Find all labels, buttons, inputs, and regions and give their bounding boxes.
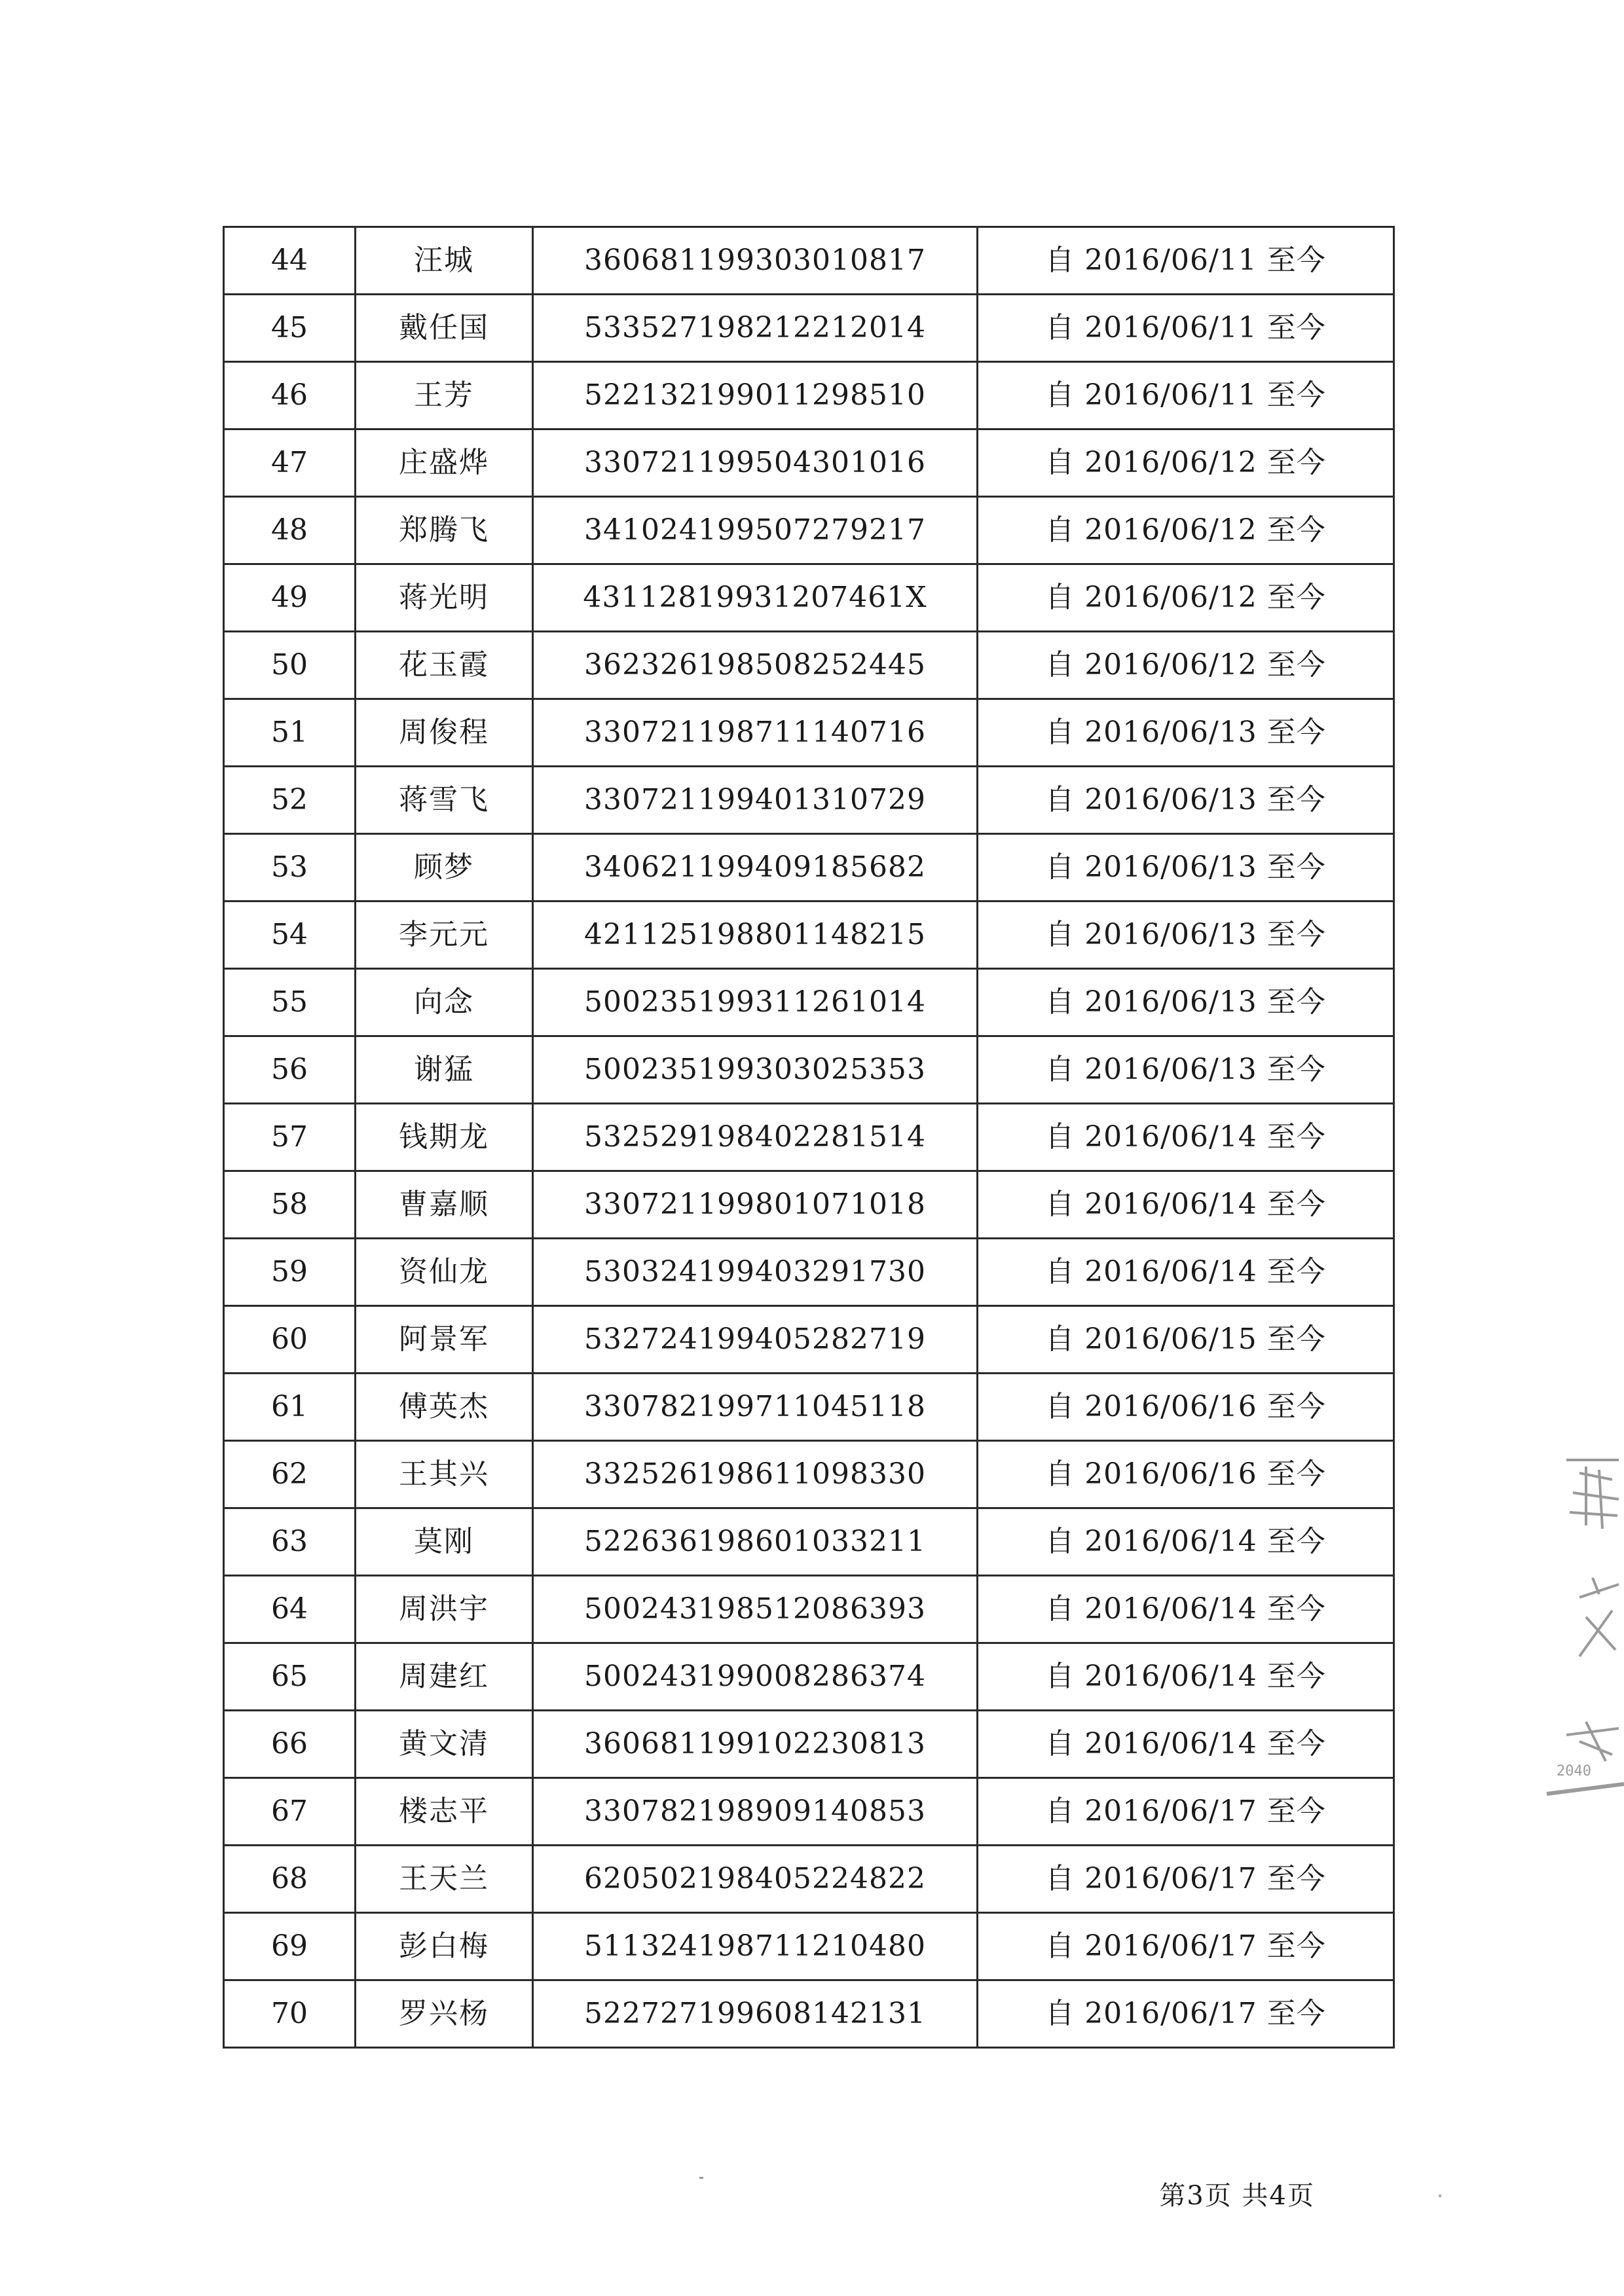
person-name: 王芳: [356, 362, 533, 429]
personnel-table: [223, 226, 1395, 2049]
table-row: [224, 699, 1394, 767]
row-number: 65: [224, 1643, 356, 1711]
person-name: 顾梦: [356, 834, 533, 902]
table-row: [224, 1846, 1394, 1913]
table-body: [224, 227, 1394, 2048]
id-number: 330721199401310729: [533, 767, 978, 834]
table-row: [224, 1306, 1394, 1374]
employment-period: 自 2016/06/17 至今: [978, 1846, 1394, 1913]
table-row: [224, 227, 1394, 295]
partial-seal-stamp: [1540, 1453, 1624, 1807]
row-number: 50: [224, 632, 356, 699]
row-number: 61: [224, 1374, 356, 1441]
row-number: 63: [224, 1508, 356, 1576]
id-number: 532724199405282719: [533, 1306, 978, 1374]
employment-period: 自 2016/06/17 至今: [978, 1913, 1394, 1980]
employment-period: 自 2016/06/14 至今: [978, 1239, 1394, 1306]
table-row: [224, 834, 1394, 902]
employment-period: 自 2016/06/14 至今: [978, 1508, 1394, 1576]
person-name: 周俊程: [356, 699, 533, 767]
person-name: 周建红: [356, 1643, 533, 1711]
person-name: 彭白梅: [356, 1913, 533, 1980]
employment-period: 自 2016/06/12 至今: [978, 497, 1394, 564]
id-number: 500235199303025353: [533, 1036, 978, 1104]
person-name: 庄盛烨: [356, 429, 533, 497]
row-number: 47: [224, 429, 356, 497]
row-number: 70: [224, 1980, 356, 2048]
person-name: 王其兴: [356, 1441, 533, 1508]
id-number: 500243199008286374: [533, 1643, 978, 1711]
employment-period: 自 2016/06/14 至今: [978, 1104, 1394, 1171]
employment-period: 自 2016/06/12 至今: [978, 632, 1394, 699]
employment-period: 自 2016/06/13 至今: [978, 834, 1394, 902]
row-number: 66: [224, 1711, 356, 1778]
person-name: 曹嘉顺: [356, 1171, 533, 1239]
row-number: 51: [224, 699, 356, 767]
employment-period: 自 2016/06/17 至今: [978, 1778, 1394, 1846]
id-number: 341024199507279217: [533, 497, 978, 564]
employment-period: 自 2016/06/17 至今: [978, 1980, 1394, 2048]
table-row: [224, 1104, 1394, 1171]
id-number: 43112819931207461X: [533, 564, 978, 632]
id-number: 530324199403291730: [533, 1239, 978, 1306]
id-number: 421125198801148215: [533, 902, 978, 969]
person-name: 周洪宇: [356, 1576, 533, 1643]
id-number: 330782198909140853: [533, 1778, 978, 1846]
table-row: [224, 295, 1394, 362]
employment-period: 自 2016/06/14 至今: [978, 1711, 1394, 1778]
row-number: 60: [224, 1306, 356, 1374]
row-number: 69: [224, 1913, 356, 1980]
employment-period: 自 2016/06/13 至今: [978, 1036, 1394, 1104]
employment-period: 自 2016/06/16 至今: [978, 1441, 1394, 1508]
row-number: 53: [224, 834, 356, 902]
table-row: [224, 362, 1394, 429]
employment-period: 自 2016/06/13 至今: [978, 767, 1394, 834]
id-number: 330782199711045118: [533, 1374, 978, 1441]
row-number: 67: [224, 1778, 356, 1846]
table-row: [224, 1441, 1394, 1508]
id-number: 500243198512086393: [533, 1576, 978, 1643]
person-name: 戴任国: [356, 295, 533, 362]
id-number: 340621199409185682: [533, 834, 978, 902]
table-row: [224, 1171, 1394, 1239]
employment-period: 自 2016/06/11 至今: [978, 227, 1394, 295]
employment-period: 自 2016/06/13 至今: [978, 699, 1394, 767]
person-name: 蒋雪飞: [356, 767, 533, 834]
row-number: 49: [224, 564, 356, 632]
table-row: [224, 564, 1394, 632]
row-number: 48: [224, 497, 356, 564]
id-number: 332526198611098330: [533, 1441, 978, 1508]
id-number: 360681199303010817: [533, 227, 978, 295]
row-number: 68: [224, 1846, 356, 1913]
person-name: 汪城: [356, 227, 533, 295]
employment-period: 自 2016/06/11 至今: [978, 295, 1394, 362]
row-number: 57: [224, 1104, 356, 1171]
table-row: [224, 1239, 1394, 1306]
id-number: 533527198212212014: [533, 295, 978, 362]
id-number: 511324198711210480: [533, 1913, 978, 1980]
table-row: [224, 1913, 1394, 1980]
table-row: [224, 1778, 1394, 1846]
person-name: 谢猛: [356, 1036, 533, 1104]
id-number: 522636198601033211: [533, 1508, 978, 1576]
employment-period: 自 2016/06/14 至今: [978, 1171, 1394, 1239]
employment-period: 自 2016/06/16 至今: [978, 1374, 1394, 1441]
person-name: 莫刚: [356, 1508, 533, 1576]
table-row: [224, 1980, 1394, 2048]
id-number: 500235199311261014: [533, 969, 978, 1036]
person-name: 阿景军: [356, 1306, 533, 1374]
row-number: 62: [224, 1441, 356, 1508]
row-number: 55: [224, 969, 356, 1036]
id-number: 532529198402281514: [533, 1104, 978, 1171]
table-row: [224, 902, 1394, 969]
id-number: 330721198711140716: [533, 699, 978, 767]
row-number: 46: [224, 362, 356, 429]
employment-period: 自 2016/06/14 至今: [978, 1643, 1394, 1711]
row-number: 54: [224, 902, 356, 969]
employment-period: 自 2016/06/13 至今: [978, 969, 1394, 1036]
person-name: 黄文清: [356, 1711, 533, 1778]
table-row: [224, 1643, 1394, 1711]
person-name: 向念: [356, 969, 533, 1036]
row-number: 45: [224, 295, 356, 362]
table-row: [224, 1036, 1394, 1104]
table-row: [224, 1508, 1394, 1576]
table-row: [224, 1711, 1394, 1778]
id-number: 522727199608142131: [533, 1980, 978, 2048]
person-name: 蒋光明: [356, 564, 533, 632]
person-name: 傅英杰: [356, 1374, 533, 1441]
id-number: 620502198405224822: [533, 1846, 978, 1913]
id-number: 330721199801071018: [533, 1171, 978, 1239]
person-name: 郑腾飞: [356, 497, 533, 564]
table-row: [224, 429, 1394, 497]
employment-period: 自 2016/06/12 至今: [978, 429, 1394, 497]
row-number: 58: [224, 1171, 356, 1239]
employment-period: 自 2016/06/12 至今: [978, 564, 1394, 632]
employment-period: 自 2016/06/15 至今: [978, 1306, 1394, 1374]
row-number: 52: [224, 767, 356, 834]
id-number: 330721199504301016: [533, 429, 978, 497]
person-name: 李元元: [356, 902, 533, 969]
table-row: [224, 1576, 1394, 1643]
person-name: 楼志平: [356, 1778, 533, 1846]
table-row: [224, 969, 1394, 1036]
person-name: 钱期龙: [356, 1104, 533, 1171]
roster-sheet: [223, 226, 1395, 2049]
row-number: 59: [224, 1239, 356, 1306]
seal-number: 2040: [1557, 1763, 1591, 1779]
employment-period: 自 2016/06/14 至今: [978, 1576, 1394, 1643]
row-number: 64: [224, 1576, 356, 1643]
person-name: 罗兴杨: [356, 1980, 533, 2048]
id-number: 360681199102230813: [533, 1711, 978, 1778]
person-name: 花玉霞: [356, 632, 533, 699]
scan-speck: [1439, 2195, 1441, 2197]
table-row: [224, 497, 1394, 564]
employment-period: 自 2016/06/11 至今: [978, 362, 1394, 429]
row-number: 44: [224, 227, 356, 295]
row-number: 56: [224, 1036, 356, 1104]
id-number: 522132199011298510: [533, 362, 978, 429]
table-row: [224, 1374, 1394, 1441]
person-name: 资仙龙: [356, 1239, 533, 1306]
person-name: 王天兰: [356, 1846, 533, 1913]
id-number: 362326198508252445: [533, 632, 978, 699]
page-number: 第3页 共4页: [1159, 2181, 1315, 2211]
employment-period: 自 2016/06/13 至今: [978, 902, 1394, 969]
table-row: [224, 632, 1394, 699]
scan-speck: [699, 2177, 703, 2179]
table-row: [224, 767, 1394, 834]
